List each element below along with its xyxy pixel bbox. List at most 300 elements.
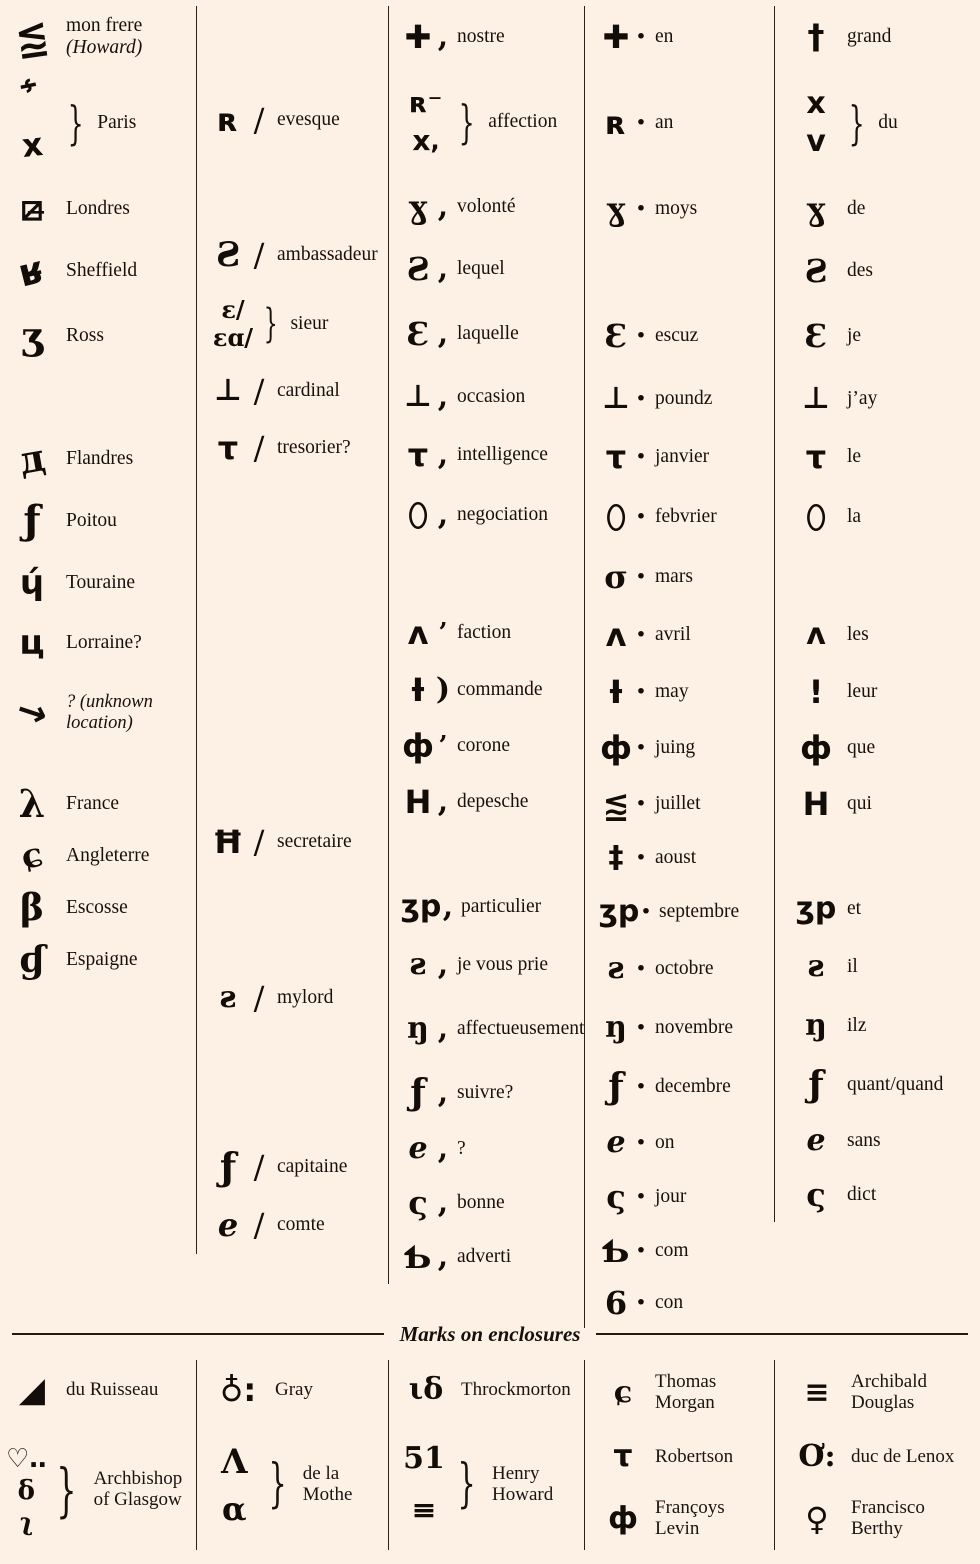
list-item (401, 68, 584, 176)
entry-label: corone (457, 735, 511, 757)
cipher-glyph: α (222, 1490, 247, 1528)
mark-comma-icon: , (437, 189, 449, 224)
entry-label: febvrier (655, 506, 717, 528)
list-item (209, 224, 388, 286)
list-item (401, 718, 584, 774)
entry-label: avril (655, 624, 691, 646)
list-item (401, 1064, 584, 1122)
list-item (791, 664, 980, 720)
list-item (599, 1426, 774, 1488)
mark-dot-icon: · (635, 499, 647, 534)
list-item (791, 486, 980, 548)
cipher-glyph: → (11, 688, 53, 737)
cipher-glyph: х , (412, 124, 440, 157)
brace-icon: } (458, 94, 475, 149)
cipher-glyph: ⊥ (802, 381, 830, 416)
cipher-glyph: ƒ (808, 1064, 824, 1106)
cipher-glyph: ɣ (806, 190, 826, 228)
cipher-glyph: ɕ (613, 1375, 633, 1410)
entry-label: Throckmorton (461, 1378, 571, 1400)
entry-label: mylord (277, 987, 334, 1009)
list-item (401, 662, 584, 718)
cipher-glyph: τ (805, 438, 827, 476)
enclosures-separator (0, 1314, 980, 1354)
list-item (791, 1056, 980, 1114)
list-item (399, 1360, 584, 1420)
entry-label: aoust (655, 847, 697, 869)
list-item (209, 362, 388, 420)
entry-label: ambassadeur (277, 244, 378, 266)
cipher-glyph: ƒ (219, 1144, 237, 1189)
cipher-glyph: ς (806, 1176, 826, 1214)
cipher-glyph: Ƨ (215, 235, 241, 275)
cipher-glyph: Η (802, 785, 830, 823)
mark-dot-icon: · (635, 840, 647, 875)
entry-label: je vous prie (457, 954, 548, 976)
cipher-glyph: ⬯ (605, 498, 627, 536)
list-item (599, 370, 774, 428)
cipher-glyph: τ (407, 436, 429, 474)
entry-label: que (847, 737, 876, 759)
list-item (599, 832, 774, 884)
enclosure-col-1 (0, 1360, 196, 1560)
entry-label: je (847, 325, 862, 347)
list-item (4, 490, 196, 552)
entry-label: nostre (457, 26, 505, 48)
mark-dot-icon: · (635, 1069, 647, 1104)
brace-icon: } (263, 301, 278, 347)
list-item (401, 300, 584, 368)
list-item (791, 1114, 980, 1168)
cipher-glyph: ʀ (217, 101, 239, 139)
cipher-glyph: ʒр (795, 891, 837, 926)
mark-dot-icon: · (635, 1010, 647, 1045)
list-item (401, 1122, 584, 1176)
entry-label: de (847, 198, 866, 220)
mark-slash-icon: / (253, 1206, 265, 1244)
list-item (791, 68, 980, 178)
list-item (599, 720, 774, 776)
cipher-glyph: e (606, 1125, 626, 1160)
cipher-glyph: х (806, 86, 826, 121)
cipher-glyph: Λ (221, 1442, 248, 1482)
list-item (209, 84, 388, 156)
entry-label: le (847, 446, 862, 468)
comma-words-column (388, 6, 584, 1284)
list-item (599, 486, 774, 548)
entry-label: octobre (655, 958, 714, 980)
list-item (4, 778, 196, 830)
list-item (401, 426, 584, 484)
list-item (599, 776, 774, 832)
cipher-glyph: ⪍ (602, 785, 630, 823)
cipher-glyph: ʒр (598, 894, 640, 929)
enclosure-col-3 (388, 1360, 584, 1550)
list-item (209, 1420, 388, 1550)
entry-label: et (847, 898, 862, 920)
entry-label: Flandres (66, 448, 134, 470)
list-item (791, 178, 980, 240)
enclosures-title: Marks on enclosures (399, 1321, 581, 1346)
list-item (599, 178, 774, 240)
list-item (401, 994, 584, 1064)
cipher-glyph: ц (19, 623, 45, 663)
cipher-glyph: β (20, 887, 44, 929)
cipher-glyph: ɣ (606, 190, 626, 228)
cipher-glyph: Ɨ (609, 673, 623, 711)
mark-comma-icon: , (437, 19, 449, 54)
entry-label: lequel (457, 258, 505, 280)
entry-label: Paris (97, 112, 137, 134)
cipher-glyph: ! (808, 673, 824, 711)
cipher-glyph: ʌ (806, 617, 826, 652)
list-item (599, 1488, 774, 1550)
cipher-glyph: ♡‥ (6, 1444, 47, 1474)
entry-label: janvier (655, 446, 710, 468)
cipher-glyph: ɥ́ (19, 563, 45, 603)
cipher-glyph: ƨ (807, 949, 825, 984)
cipher-glyph: ≡ (411, 1493, 437, 1528)
mark-comma-icon: ) (435, 672, 451, 707)
mark-dot-icon: · (635, 951, 647, 986)
enclosures-grid (0, 1354, 980, 1560)
mark-comma-icon: , (437, 1239, 449, 1274)
mark-dot-icon: · (635, 105, 647, 140)
cipher-glyph: ɠ (19, 939, 45, 981)
entry-label: duc de Lenox (851, 1445, 955, 1467)
mark-slash-icon: / (253, 1148, 265, 1186)
entry-label: laquelle (457, 323, 519, 345)
cipher-glyph: ʀ (605, 104, 627, 142)
cipher-glyph: ς (408, 1184, 428, 1222)
list-item (599, 1058, 774, 1116)
entry-label: France (66, 793, 120, 815)
entry-label: capitaine (277, 1156, 348, 1178)
list-item (791, 370, 980, 428)
brace-icon: } (848, 95, 865, 150)
cipher-glyph: ♀ (805, 1500, 829, 1538)
mark-comma-icon: , (437, 316, 449, 351)
mark-slash-icon: / (253, 101, 265, 139)
cipher-glyph: ƒ (410, 1072, 426, 1114)
cipher-glyph: ⬯ (407, 496, 429, 534)
list-item (599, 884, 774, 940)
list-item (791, 428, 980, 486)
list-item (791, 240, 980, 302)
list-item (401, 1176, 584, 1230)
list-item (599, 998, 774, 1058)
list-item (791, 302, 980, 370)
list-item (4, 240, 196, 302)
cipher-glyph: ᴠ (806, 124, 826, 159)
cipher-glyph: Ɨ (411, 671, 425, 709)
entry-label: des (847, 260, 873, 282)
mark-dot-icon: · (635, 19, 647, 54)
entry-label: Ross (66, 325, 104, 347)
cipher-glyph: Ƅ (404, 1238, 432, 1276)
cipher-glyph: ✚ (602, 18, 630, 56)
cipher-glyph: Ơ: (798, 1439, 836, 1474)
list-item (401, 368, 584, 426)
list-item (791, 776, 980, 832)
entry-label: qui (847, 793, 872, 815)
cipher-glyph: ƒ (23, 497, 41, 544)
entry-label: may (655, 681, 689, 703)
entry-label: Thomas Morgan (655, 1371, 717, 1413)
entry-label: novembre (655, 1017, 733, 1039)
list-item (401, 238, 584, 300)
list-item (599, 6, 774, 68)
cipher-glyph: τ (217, 429, 239, 467)
entry-label: Poitou (66, 510, 117, 532)
list-item (399, 1420, 584, 1550)
entry-label: Touraine (66, 572, 136, 594)
entry-label-secondary: (Howard) (66, 37, 143, 58)
separator-line-left (12, 1333, 384, 1335)
entry-label: quant/quand (847, 1074, 944, 1096)
cipher-glyph: Ƨ (804, 252, 828, 290)
list-item (209, 286, 388, 362)
list-item (4, 552, 196, 614)
mark-dot-icon: · (635, 1179, 647, 1214)
list-item (401, 936, 584, 994)
list-item (791, 938, 980, 996)
list-item (599, 302, 774, 370)
cipher-glyph: ♁: (219, 1371, 257, 1409)
list-item (791, 1168, 980, 1222)
mark-slash-icon: / (253, 979, 265, 1017)
mark-dot-icon: · (635, 191, 647, 226)
mark-dot-icon: · (635, 786, 647, 821)
mark-comma-icon: , (437, 1131, 449, 1166)
list-item (6, 1360, 196, 1420)
entry-label: affectueusement (457, 1018, 585, 1040)
entry-label: volonté (457, 196, 516, 218)
entry-label: en (655, 26, 674, 48)
cipher-glyph: 51 (403, 1441, 445, 1476)
cipher-glyph: 6 (604, 1284, 628, 1322)
list-item (599, 940, 774, 998)
entry-label: poundz (655, 388, 713, 410)
entry-label: Archbishop of Glasgow (93, 1468, 183, 1510)
list-item (599, 1278, 774, 1328)
list-item (599, 1116, 774, 1170)
list-item (209, 420, 388, 476)
entry-label: les (847, 624, 869, 646)
entry-label: depesche (457, 791, 529, 813)
list-item (599, 428, 774, 486)
entry-label: Angleterre (66, 845, 150, 867)
cipher-glyph: Ƨ (406, 250, 430, 288)
mark-slash-icon: / (253, 236, 265, 274)
list-item (599, 548, 774, 606)
entry-label: septembre (659, 901, 740, 923)
entry-label: escuz (655, 325, 699, 347)
cipher-glyph: ƨ (607, 951, 625, 986)
entry-label: juillet (655, 793, 701, 815)
list-item (4, 178, 196, 240)
entry-label: Gray (275, 1378, 313, 1400)
entry-label: il (847, 956, 858, 978)
mark-comma-icon: , (437, 251, 449, 286)
mark-dot-icon: · (635, 1125, 647, 1160)
cipher-glyph: ς (606, 1178, 626, 1216)
mark-slash-icon: / (253, 372, 265, 410)
cipher-glyph: Ɛ (406, 315, 430, 353)
cipher-glyph: ‡ (608, 840, 624, 875)
list-item (791, 720, 980, 776)
mark-slash-icon: / (253, 429, 265, 467)
list-item (599, 1170, 774, 1224)
entry-label: adverti (457, 1246, 512, 1268)
list-item (209, 1138, 388, 1196)
entry-label: mars (655, 566, 693, 588)
cipher-glyph: εɑ/ (212, 323, 254, 352)
list-item (401, 1230, 584, 1284)
cipher-glyph: e (408, 1131, 428, 1166)
entry-label: suivre? (457, 1082, 514, 1104)
mark-comma-icon: , (437, 497, 449, 532)
cipher-glyph: ⬯ (805, 498, 827, 536)
entry-label: leur (847, 681, 878, 703)
mark-dot-icon: · (635, 1233, 647, 1268)
cipher-glyph: δ (17, 1476, 35, 1506)
cipher-glyph: Ƅ (602, 1232, 630, 1270)
cipher-glyph: ⊥ (404, 379, 432, 414)
entry-label: mon frere (66, 15, 143, 37)
entry-label: comte (277, 1214, 325, 1236)
list-item (599, 1224, 774, 1278)
cipher-glyph: ʌ (407, 614, 429, 652)
entry-label: tresorier? (277, 437, 351, 459)
list-item (791, 880, 980, 938)
list-item (791, 1426, 980, 1488)
entry-label: juing (655, 737, 696, 759)
cipher-glyph: ф (600, 729, 632, 767)
cipher-glyph: † (807, 17, 825, 57)
list-item (4, 428, 196, 490)
list-item (791, 1488, 980, 1550)
mark-dot-icon: · (635, 1285, 647, 1320)
entry-label: negociation (457, 504, 548, 526)
cipher-glyph: ⊥ (214, 373, 242, 408)
mark-comma-icon: ’ (438, 731, 448, 761)
cipher-glyph: ф (608, 1501, 638, 1536)
mark-comma-icon: , (437, 784, 449, 819)
list-item (401, 176, 584, 238)
entry-label: de la Mothe (302, 1463, 353, 1505)
cipher-glyph: Ɛ (804, 317, 828, 355)
entry-label: Escosse (66, 897, 128, 919)
mark-dot-icon: · (635, 381, 647, 416)
mark-dot-icon: · (635, 730, 647, 765)
cipher-glyph: ŋ (805, 1008, 827, 1043)
list-item (4, 672, 196, 754)
cipher-glyph: ʀ⁻ (409, 86, 443, 119)
cipher-glyph: ŋ (407, 1011, 429, 1046)
cipher-glyph: ɕ (17, 834, 47, 878)
cipher-glyph: ⸯ̵ (18, 80, 46, 124)
months-column (584, 6, 774, 1328)
cipher-glyph: e (806, 1123, 826, 1158)
mark-comma-icon: , (437, 1185, 449, 1220)
cipher-glyph: ф (800, 729, 832, 767)
cipher-glyph: ɣ (408, 188, 428, 226)
cipher-glyph: ŋ (605, 1010, 627, 1045)
cipher-glyph: ʒ (21, 313, 43, 358)
entry-label: on (655, 1132, 675, 1154)
entry-label: secretaire (277, 831, 352, 853)
cipher-glyph: ⪍ (12, 11, 52, 63)
entry-label: dict (847, 1184, 877, 1206)
entry-label: sans (847, 1130, 881, 1152)
cipher-glyph: х (19, 125, 45, 165)
mark-dot-icon: · (635, 617, 647, 652)
cipher-glyph: τ (613, 1439, 633, 1474)
entry-label: Lorraine? (66, 632, 142, 654)
cipher-glyph: ⧄̶ (20, 188, 44, 229)
entry-label: com (655, 1240, 689, 1262)
cipher-glyph: ✚ (404, 18, 432, 56)
cipher-glyph: Ħ (212, 823, 244, 861)
entry-label: faction (457, 622, 512, 644)
list-item (401, 774, 584, 830)
cipher-glyph: ƨ (409, 947, 427, 982)
list-item (791, 1360, 980, 1426)
brace-icon: } (55, 1455, 77, 1524)
cipher-glyph: e (217, 1206, 239, 1244)
cipher-glyph: ф (402, 727, 434, 765)
entry-label: jour (655, 1186, 687, 1208)
cipher-glyph: ε/ (221, 295, 245, 324)
cipher-glyph: τ (605, 438, 627, 476)
list-item (209, 970, 388, 1026)
entry-label: cardinal (277, 380, 340, 402)
entry-label: decembre (655, 1076, 731, 1098)
mark-dot-icon: · (635, 318, 647, 353)
mark-comma-icon: , (437, 437, 449, 472)
places-column (0, 6, 196, 986)
brace-icon: } (268, 1454, 287, 1515)
cipher-glyph: ◢ (18, 1370, 46, 1410)
enclosure-col-5 (774, 1360, 980, 1550)
enclosure-col-2 (196, 1360, 388, 1550)
list-item (4, 68, 196, 178)
mark-dot-icon: · (635, 559, 647, 594)
list-item (4, 934, 196, 986)
entry-label: ? (unknown location) (66, 692, 153, 733)
entry-label: commande (457, 679, 543, 701)
brace-icon: } (457, 1454, 476, 1515)
cipher-glyph: λ (18, 781, 46, 826)
cipher-glyph: ʌ (605, 616, 627, 654)
mark-slash-icon: / (253, 823, 265, 861)
list-item (4, 830, 196, 882)
list-item (4, 6, 196, 68)
list-item (791, 996, 980, 1056)
entry-label: grand (847, 26, 892, 48)
list-item (401, 484, 584, 546)
entry-label: Archibald Douglas (851, 1371, 927, 1413)
cipher-glyph: σ (604, 558, 628, 596)
entry-label: an (655, 112, 674, 134)
list-item (599, 68, 774, 178)
function-words-column (774, 6, 980, 1222)
entry-label: Sheffield (66, 260, 138, 282)
mark-comma-icon: ’ (438, 618, 448, 648)
list-item (599, 606, 774, 664)
entry-label: Londres (66, 198, 130, 220)
